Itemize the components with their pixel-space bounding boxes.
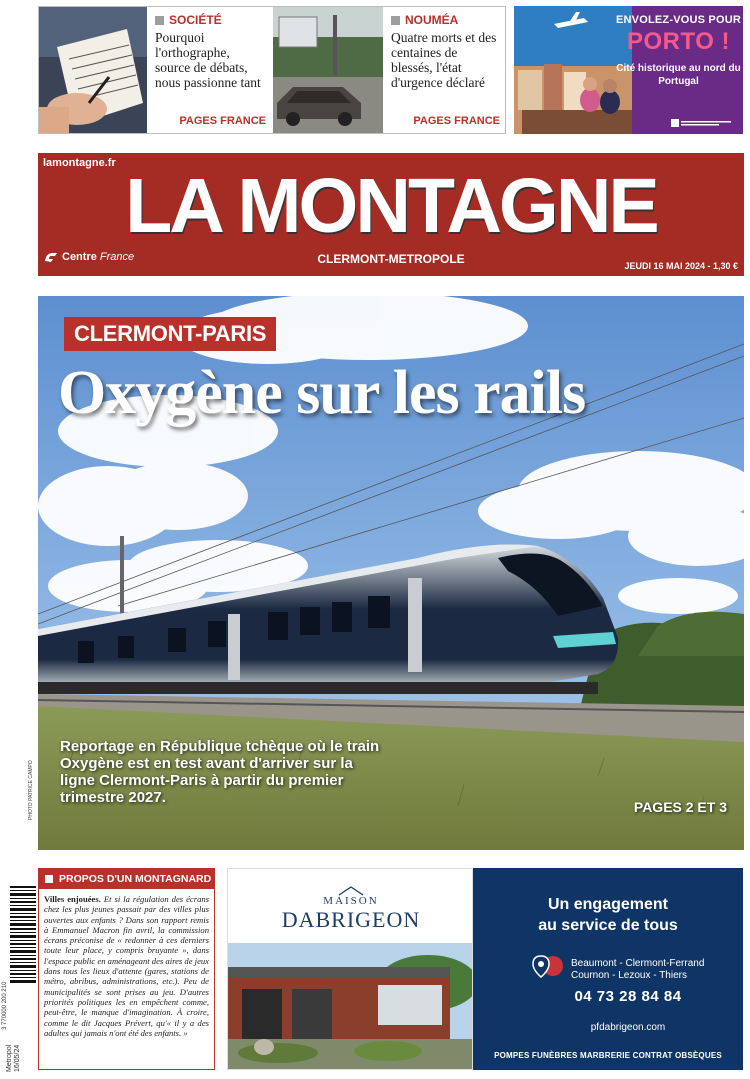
- column-text: [39, 889, 214, 1038]
- ad-porto-line1: ENVOLEZ-VOUS POUR: [615, 14, 742, 26]
- column-header: [39, 869, 214, 889]
- teaser-pages: PAGES FRANCE: [179, 115, 266, 127]
- teaser-societe[interactable]: [147, 7, 273, 133]
- ad-dabrigeon-brand: [227, 868, 473, 1070]
- ad-dabrigeon[interactable]: [227, 868, 743, 1070]
- airport-logo-icon: [671, 118, 731, 128]
- funeral-home-photo: [228, 943, 473, 1070]
- square-bullet-icon: [391, 16, 400, 25]
- teaser-text: Pourquoi l'orthographe, source de débats, nous passionne tant: [155, 30, 261, 90]
- main-story-chapeau: Reportage en République tchèque où le train Oxygène est en test avant d'arriver sur la ligne Clermont-Paris à partir du premier trimestre 2027.: [60, 738, 380, 806]
- ad-dabrigeon-towns-line2: Cournon - Lezoux - Thiers: [571, 970, 687, 981]
- ad-dabrigeon-maison: MAISON: [323, 895, 379, 907]
- column-body: Et si la régulation des écrans chez les plus jeunes passait par des villes plus ouvertes aux enfants ? Dans son rapport remis à Emmanuel Macron fin avril, la commission écrans préconise de « redonner à ces derniers toute leur place, y compris bruyante », dans l'espace public en aménageant des aires de jeux dans tous les lieux d'attente (gares, stations de métro, abribus, administrations, etc.). Peu de municipalités se sont prises au jeu. D'autres priorités politiques les en empêchent comme, peut-être, le manque d'imagination. À croire, comme le dit Jacques Prévert, qu'« il y a des adultes qui jamais n'ont été des enfants. »: [44, 894, 210, 1038]
- ad-dabrigeon-slogan-line1: Un engagement: [547, 896, 668, 913]
- column-box[interactable]: [38, 868, 215, 1070]
- centre-france-prefix: Centre: [62, 251, 97, 263]
- edition-label: CLERMONT-METROPOLE: [317, 252, 465, 266]
- ad-porto-line2: PORTO !: [626, 28, 731, 55]
- masthead: [38, 153, 744, 276]
- column-header-label: PROPOS D'UN MONTAGNARD: [59, 873, 212, 885]
- ad-porto-line3: Cité historique au nord du Portugal: [616, 63, 741, 87]
- main-headline[interactable]: Oxygène sur les rails: [58, 359, 586, 427]
- barcode-number: 3 770000 200 210: [2, 981, 8, 1030]
- ad-dabrigeon-services: POMPES FUNÈBRES MARBRERIE CONTRAT OBSÈQUES: [494, 1051, 722, 1060]
- teaser-photo-orthographe: [39, 7, 147, 133]
- centre-france-suffix: France: [99, 251, 135, 263]
- teaser-photo-noumea: [273, 7, 383, 133]
- main-story-kicker: CLERMONT-PARIS: [64, 317, 276, 351]
- teaser-pages: PAGES FRANCE: [413, 115, 500, 127]
- photo-credit: PHOTO PATRICE CAMPO: [28, 760, 34, 820]
- ad-dabrigeon-slogan-line2: au service de tous: [538, 917, 678, 934]
- barcode-side-top: Metropol: [6, 1044, 13, 1072]
- square-bullet-icon: [155, 16, 164, 25]
- location-pin-icon: [531, 954, 565, 978]
- date-price: JEUDI 16 MAI 2024 - 1,30 €: [624, 261, 738, 271]
- column-lead: Villes enjouées.: [44, 894, 101, 904]
- ad-dabrigeon-slogan: [473, 894, 743, 936]
- ad-dabrigeon-towns: [571, 958, 704, 982]
- main-story-pages[interactable]: PAGES 2 ET 3: [633, 799, 727, 815]
- teaser-text: Quatre morts et des centaines de blessés, l'état d'urgence déclaré: [391, 30, 497, 90]
- newspaper-title: LA MONTAGNE: [125, 163, 657, 249]
- teaser-kicker: SOCIÉTÉ: [169, 13, 222, 27]
- main-story[interactable]: [38, 296, 744, 850]
- ad-porto[interactable]: [514, 6, 743, 134]
- square-bullet-icon: [45, 875, 53, 883]
- masthead-url[interactable]: lamontagne.fr: [43, 157, 116, 169]
- barcode-side-text: [6, 1045, 22, 1072]
- teaser-strip: [38, 6, 506, 134]
- ad-dabrigeon-website[interactable]: pfdabrigeon.com: [590, 1022, 666, 1033]
- teaser-kicker: NOUMÉA: [405, 13, 459, 27]
- ad-dabrigeon-phone[interactable]: 04 73 28 84 84: [574, 988, 682, 1005]
- barcode-side-bottom: 16/05/24: [14, 1044, 21, 1072]
- teaser-noumea[interactable]: [383, 7, 507, 133]
- ad-dabrigeon-name: DABRIGEON: [281, 907, 421, 932]
- barcode-icon: [10, 886, 36, 986]
- ad-dabrigeon-info: [473, 868, 743, 1070]
- ad-dabrigeon-towns-line1: Beaumont - Clermont-Ferrand: [571, 958, 705, 969]
